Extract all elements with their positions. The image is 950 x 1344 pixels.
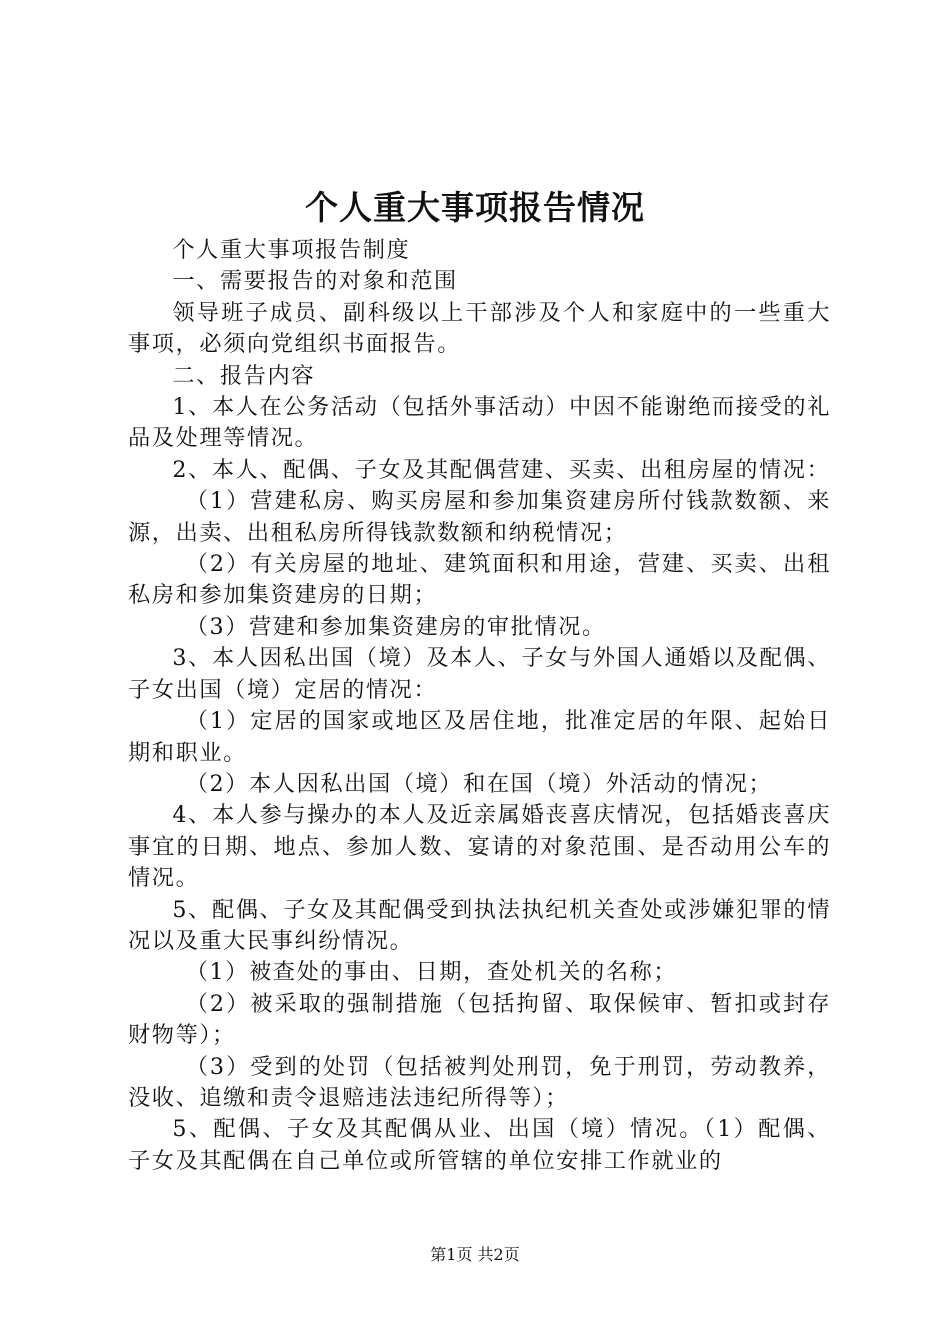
page-title: 个人重大事项报告情况 [305,188,645,227]
paragraph: 二、报告内容 [172,362,316,389]
paragraph: 4、本人参与操办的本人及近亲属婚丧喜庆情况，包括婚丧喜庆事宜的日期、地点、参加人数、宴请的对象范围、是否动用公车的情况。 [128,802,831,892]
paragraph: （1）被查处的事由、日期，查处机关的名称； [185,959,678,986]
paragraph: （2）被采取的强制措施（包括拘留、取保候审、暂扣或封存财物等）； [128,990,831,1049]
paragraph: 领导班子成员、副科级以上干部涉及个人和家庭中的一些重大事项，必须向党组织书面报告。 [128,299,831,358]
paragraph: （2）有关房屋的地址、建筑面积和用途，营建、买卖、出租私房和参加集资建房的日期； [128,551,831,609]
paragraph: 3、本人因私出国（境）及本人、子女与外国人通婚以及配偶、子女出国（境）定居的情况： [128,645,831,703]
page-footer: 第1页 共2页 [430,1245,520,1264]
paragraph: 5、配偶、子女及其配偶从业、出国（境）情况。（1）配偶、子女及其配偶在自己单位或所管辖的单位安排工作就业的 [128,1116,831,1174]
paragraph: （3）营建和参加集资建房的审批情况。 [185,613,606,640]
paragraph: 5、配偶、子女及其配偶受到执法执纪机关查处或涉嫌犯罪的情况以及重大民事纠纷情况。 [128,896,831,954]
paragraph: 2、本人、配偶、子女及其配偶营建、买卖、出租房屋的情况： [172,456,831,483]
paragraph: （1）定居的国家或地区及居住地，批准定居的年限、起始日期和职业。 [128,708,831,766]
paragraph: 一、需要报告的对象和范围 [172,268,458,295]
paragraph: 1、本人在公务活动（包括外事活动）中因不能谢绝而接受的礼品及处理等情况。 [128,394,831,452]
paragraph: （1）营建私房、购买房屋和参加集资建房所付钱款数额、来源，出卖、出租私房所得钱款数额和纳税情况； [128,488,831,546]
paragraph: 个人重大事项报告制度 [172,237,411,263]
paragraph: （2）本人因私出国（境）和在国（境）外活动的情况； [185,770,773,797]
document-body [128,235,831,1177]
paragraph: （3）受到的处罚（包括被判处刑罚，免于刑罚，劳动教养，没收、追缴和责令退赔违法违纪所得等）； [128,1053,831,1111]
